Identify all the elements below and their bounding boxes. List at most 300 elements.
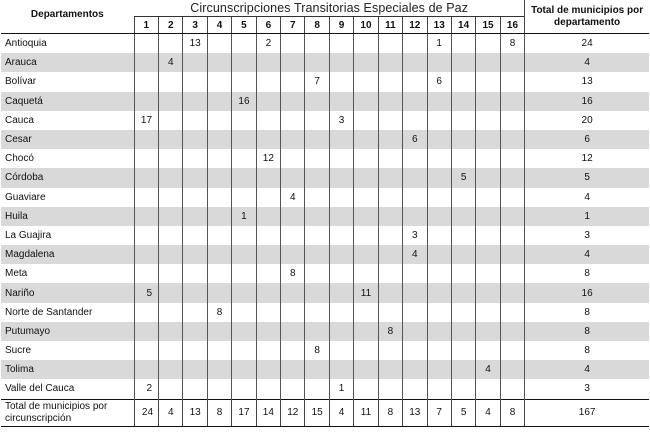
cell-circ-13	[427, 245, 451, 264]
cell-circ-7	[281, 379, 305, 399]
department-name: Bolívar	[5, 76, 37, 88]
cell-circ-12	[403, 360, 427, 379]
department-total: 16	[525, 92, 649, 111]
column-header-10: 10	[354, 17, 378, 34]
table-row	[1, 322, 649, 341]
cell-circ-2: 4	[159, 53, 183, 72]
cell-circ-9	[329, 130, 353, 149]
cell-circ-6	[256, 207, 280, 226]
cell-circ-7	[281, 111, 305, 130]
cell-circ-13	[427, 149, 451, 168]
cell-circ-7	[281, 303, 305, 322]
cell-circ-14	[451, 283, 475, 302]
department-name: Meta	[5, 268, 28, 280]
column-header-7: 7	[281, 17, 305, 34]
table-row	[1, 379, 649, 399]
cell-circ-3	[183, 264, 207, 283]
cell-circ-10	[354, 149, 378, 168]
cell-circ-13	[427, 188, 451, 207]
cell-circ-1	[134, 92, 158, 111]
department-total: 8	[525, 322, 649, 341]
department-total: 24	[525, 34, 649, 54]
cell-circ-5: 1	[232, 207, 256, 226]
cell-circ-1: 5	[134, 283, 158, 302]
cell-circ-10	[354, 379, 378, 399]
cell-circ-8	[305, 53, 329, 72]
cell-circ-12	[403, 72, 427, 91]
cell-circ-14	[451, 149, 475, 168]
cell-circ-7	[281, 92, 305, 111]
cell-circ-7	[281, 53, 305, 72]
cell-circ-11	[378, 111, 402, 130]
cell-circ-12	[403, 264, 427, 283]
cell-circ-1	[134, 207, 158, 226]
cell-circ-12	[403, 53, 427, 72]
department-name: Arauca	[1, 53, 134, 72]
table-footer	[1, 399, 649, 426]
cell-circ-2	[159, 360, 183, 379]
cell-circ-10: 11	[354, 283, 378, 302]
cell-circ-4	[207, 264, 231, 283]
cell-circ-11	[378, 283, 402, 302]
footer-row	[1, 399, 649, 426]
footer-total-circ-3: 13	[183, 399, 207, 426]
cell-circ-3	[183, 53, 207, 72]
cell-circ-9	[329, 341, 353, 360]
cell-circ-5	[232, 34, 256, 54]
cell-circ-12	[403, 92, 427, 111]
cell-circ-9	[329, 226, 353, 245]
cell-circ-13	[427, 207, 451, 226]
cell-circ-7: 4	[281, 188, 305, 207]
cell-circ-15	[476, 245, 500, 264]
footer-label	[1, 399, 134, 426]
cell-circ-15	[476, 264, 500, 283]
cell-circ-15	[476, 168, 500, 187]
cell-circ-16	[500, 207, 525, 226]
cell-circ-10	[354, 360, 378, 379]
cell-circ-3	[183, 188, 207, 207]
cell-circ-2	[159, 245, 183, 264]
cell-circ-4	[207, 168, 231, 187]
cell-circ-14	[451, 322, 475, 341]
cell-circ-10	[354, 168, 378, 187]
cell-circ-15	[476, 303, 500, 322]
cell-circ-16	[500, 130, 525, 149]
cell-circ-3	[183, 111, 207, 130]
department-total: 3	[525, 226, 649, 245]
department-name: Córdoba	[1, 168, 134, 187]
cell-circ-7	[281, 149, 305, 168]
department-name: Caquetá	[1, 92, 134, 111]
department-total: 1	[525, 207, 649, 226]
cell-circ-10	[354, 226, 378, 245]
department-total: 12	[525, 149, 649, 168]
footer-total-circ-12: 13	[403, 399, 427, 426]
cell-circ-2	[159, 168, 183, 187]
cell-circ-14	[451, 341, 475, 360]
department-total: 13	[525, 72, 649, 91]
cell-circ-13: 1	[427, 34, 451, 54]
department-name: Guaviare	[5, 191, 46, 203]
footer-total-circ-14: 5	[451, 399, 475, 426]
cell-circ-4	[207, 130, 231, 149]
cell-circ-16	[500, 111, 525, 130]
table-row	[1, 207, 649, 226]
cell-circ-8	[305, 149, 329, 168]
cell-circ-13	[427, 341, 451, 360]
footer-total-circ-1: 24	[134, 399, 158, 426]
column-header-6: 6	[256, 17, 280, 34]
cell-circ-12	[403, 379, 427, 399]
cell-circ-10	[354, 303, 378, 322]
table-header	[1, 0, 649, 34]
cell-circ-12	[403, 322, 427, 341]
cell-circ-9	[329, 168, 353, 187]
cell-circ-5	[232, 149, 256, 168]
table-row	[1, 53, 649, 72]
cell-circ-5: 16	[232, 92, 256, 111]
table-row	[1, 168, 649, 187]
cell-circ-8	[305, 130, 329, 149]
cell-circ-3	[183, 341, 207, 360]
cell-circ-9	[329, 245, 353, 264]
cell-circ-12: 6	[403, 130, 427, 149]
cell-circ-6	[256, 72, 280, 91]
cell-circ-16	[500, 168, 525, 187]
cell-circ-2	[159, 130, 183, 149]
department-name: Cauca	[5, 114, 34, 126]
cell-circ-13	[427, 283, 451, 302]
cell-circ-15	[476, 92, 500, 111]
table-row	[1, 149, 649, 168]
footer-total-circ-8: 15	[305, 399, 329, 426]
cell-circ-14	[451, 92, 475, 111]
department-name: La Guajira	[5, 229, 52, 241]
footer-total-circ-6: 14	[256, 399, 280, 426]
cell-circ-7	[281, 130, 305, 149]
cell-circ-4	[207, 34, 231, 54]
cell-circ-4	[207, 207, 231, 226]
table-row	[1, 283, 649, 302]
cell-circ-1	[134, 360, 158, 379]
cell-circ-1	[134, 53, 158, 72]
cell-circ-7	[281, 207, 305, 226]
cell-circ-11	[378, 207, 402, 226]
cell-circ-14	[451, 303, 475, 322]
cell-circ-12	[403, 341, 427, 360]
total-header-line2: departamento	[554, 16, 621, 28]
column-header-16: 16	[500, 17, 525, 34]
cell-circ-3	[183, 130, 207, 149]
cell-circ-3	[183, 379, 207, 399]
cell-circ-3	[183, 92, 207, 111]
cell-circ-16	[500, 72, 525, 91]
cell-circ-7	[281, 168, 305, 187]
cell-circ-1: 2	[134, 379, 158, 399]
department-name: Putumayo	[1, 322, 134, 341]
cell-circ-3: 13	[183, 34, 207, 54]
table-row	[1, 34, 649, 54]
footer-total-circ-11: 8	[378, 399, 402, 426]
cell-circ-2	[159, 111, 183, 130]
cell-circ-15	[476, 72, 500, 91]
cell-circ-8	[305, 207, 329, 226]
cell-circ-15: 4	[476, 360, 500, 379]
cell-circ-3	[183, 72, 207, 91]
cell-circ-11	[378, 303, 402, 322]
municipalities-table	[1, 0, 649, 427]
cell-circ-9	[329, 53, 353, 72]
cell-circ-6	[256, 264, 280, 283]
cell-circ-14	[451, 130, 475, 149]
cell-circ-2	[159, 207, 183, 226]
cell-circ-15	[476, 34, 500, 54]
cell-circ-1	[134, 130, 158, 149]
department-total: 4	[525, 188, 649, 207]
cell-circ-12	[403, 303, 427, 322]
cell-circ-16	[500, 303, 525, 322]
cell-circ-12	[403, 207, 427, 226]
cell-circ-9	[329, 188, 353, 207]
cell-circ-6: 12	[256, 149, 280, 168]
cell-circ-8	[305, 264, 329, 283]
cell-circ-13	[427, 111, 451, 130]
cell-circ-5	[232, 72, 256, 91]
cell-circ-9	[329, 34, 353, 54]
cell-circ-5	[232, 360, 256, 379]
footer-total-circ-16: 8	[500, 399, 525, 426]
cell-circ-1: 17	[134, 111, 158, 130]
cell-circ-4	[207, 188, 231, 207]
column-header-1: 1	[134, 17, 158, 34]
cell-circ-8	[305, 226, 329, 245]
cell-circ-16	[500, 283, 525, 302]
table-row	[1, 111, 649, 130]
cell-circ-14	[451, 72, 475, 91]
cell-circ-9	[329, 322, 353, 341]
cell-circ-12	[403, 168, 427, 187]
cell-circ-10	[354, 92, 378, 111]
cell-circ-4	[207, 379, 231, 399]
grand-total: 167	[525, 399, 649, 426]
cell-circ-3	[183, 226, 207, 245]
cell-circ-10	[354, 245, 378, 264]
department-name: Huila	[1, 207, 134, 226]
cell-circ-14	[451, 53, 475, 72]
cell-circ-7	[281, 72, 305, 91]
cell-circ-9	[329, 360, 353, 379]
cell-circ-1	[134, 188, 158, 207]
cell-circ-7	[281, 341, 305, 360]
footer-total-circ-15: 4	[476, 399, 500, 426]
cell-circ-9	[329, 92, 353, 111]
cell-circ-5	[232, 130, 256, 149]
cell-circ-1	[134, 168, 158, 187]
cell-circ-10	[354, 130, 378, 149]
cell-circ-8	[305, 283, 329, 302]
cell-circ-7	[281, 283, 305, 302]
cell-circ-13: 6	[427, 72, 451, 91]
cell-circ-7	[281, 245, 305, 264]
table-row	[1, 188, 649, 207]
cell-circ-14	[451, 34, 475, 54]
cell-circ-16	[500, 245, 525, 264]
total-header-line1: Total de municipios por	[531, 4, 644, 16]
cell-circ-3	[183, 360, 207, 379]
department-name: Norte de Santander	[5, 306, 93, 318]
cell-circ-15	[476, 188, 500, 207]
cell-circ-1	[134, 72, 158, 91]
cell-circ-8	[305, 111, 329, 130]
total-by-department-header	[525, 0, 649, 34]
cell-circ-9	[329, 207, 353, 226]
cell-circ-9	[329, 303, 353, 322]
cell-circ-9: 1	[329, 379, 353, 399]
cell-circ-10	[354, 188, 378, 207]
cell-circ-13	[427, 264, 451, 283]
cell-circ-7	[281, 34, 305, 54]
cell-circ-5	[232, 188, 256, 207]
cell-circ-16	[500, 264, 525, 283]
table-row	[1, 130, 649, 149]
cell-circ-2	[159, 303, 183, 322]
cell-circ-6	[256, 92, 280, 111]
cell-circ-11	[378, 379, 402, 399]
cell-circ-7	[281, 360, 305, 379]
cell-circ-6	[256, 283, 280, 302]
cell-circ-6	[256, 303, 280, 322]
cell-circ-2	[159, 226, 183, 245]
cell-circ-1	[134, 341, 158, 360]
cell-circ-15	[476, 379, 500, 399]
cell-circ-4	[207, 283, 231, 302]
table-row	[1, 226, 649, 245]
cell-circ-6	[256, 130, 280, 149]
cell-circ-13	[427, 130, 451, 149]
table-row	[1, 264, 649, 283]
cell-circ-14	[451, 245, 475, 264]
department-name: Sucre	[5, 345, 32, 357]
cell-circ-2	[159, 188, 183, 207]
department-name: Nariño	[1, 283, 134, 302]
cell-circ-3	[183, 168, 207, 187]
cell-circ-13	[427, 360, 451, 379]
cell-circ-10	[354, 341, 378, 360]
cell-circ-13	[427, 53, 451, 72]
cell-circ-9	[329, 283, 353, 302]
footer-total-circ-5: 17	[232, 399, 256, 426]
cell-circ-3	[183, 303, 207, 322]
cell-circ-1	[134, 303, 158, 322]
cell-circ-5	[232, 264, 256, 283]
cell-circ-15	[476, 341, 500, 360]
column-header-14: 14	[451, 17, 475, 34]
cell-circ-4	[207, 360, 231, 379]
cell-circ-3	[183, 322, 207, 341]
column-header-2: 2	[159, 17, 183, 34]
cell-circ-15	[476, 111, 500, 130]
cell-circ-16	[500, 379, 525, 399]
cell-circ-15	[476, 322, 500, 341]
cell-circ-14	[451, 111, 475, 130]
cell-circ-11	[378, 245, 402, 264]
column-header-4: 4	[207, 17, 231, 34]
department-total: 3	[525, 379, 649, 399]
cell-circ-8: 8	[305, 341, 329, 360]
cell-circ-12	[403, 149, 427, 168]
cell-circ-9	[329, 149, 353, 168]
cell-circ-8	[305, 322, 329, 341]
cell-circ-10	[354, 264, 378, 283]
cell-circ-5	[232, 245, 256, 264]
cell-circ-11	[378, 168, 402, 187]
cell-circ-8	[305, 188, 329, 207]
cell-circ-8	[305, 168, 329, 187]
cell-circ-14	[451, 207, 475, 226]
cell-circ-5	[232, 341, 256, 360]
cell-circ-2	[159, 34, 183, 54]
cell-circ-3	[183, 283, 207, 302]
cell-circ-1	[134, 264, 158, 283]
cell-circ-12: 4	[403, 245, 427, 264]
cell-circ-11	[378, 92, 402, 111]
cell-circ-11	[378, 188, 402, 207]
cell-circ-6	[256, 360, 280, 379]
cell-circ-2	[159, 283, 183, 302]
cell-circ-6	[256, 245, 280, 264]
department-total: 4	[525, 360, 649, 379]
column-header-5: 5	[232, 17, 256, 34]
cell-circ-6	[256, 226, 280, 245]
cell-circ-2	[159, 379, 183, 399]
table-row	[1, 341, 649, 360]
department-name: Cesar	[1, 130, 134, 149]
cell-circ-13	[427, 92, 451, 111]
department-total: 8	[525, 264, 649, 283]
footer-total-circ-13: 7	[427, 399, 451, 426]
cell-circ-5	[232, 168, 256, 187]
column-header-8: 8	[305, 17, 329, 34]
cell-circ-8	[305, 34, 329, 54]
cell-circ-16	[500, 188, 525, 207]
cell-circ-14	[451, 360, 475, 379]
cell-circ-4: 8	[207, 303, 231, 322]
footer-total-circ-4: 8	[207, 399, 231, 426]
cell-circ-6	[256, 322, 280, 341]
cell-circ-5	[232, 226, 256, 245]
table-row	[1, 360, 649, 379]
cell-circ-4	[207, 322, 231, 341]
cell-circ-15	[476, 53, 500, 72]
cell-circ-5	[232, 283, 256, 302]
cell-circ-6	[256, 188, 280, 207]
cell-circ-4	[207, 245, 231, 264]
cell-circ-16	[500, 341, 525, 360]
cell-circ-11	[378, 53, 402, 72]
cell-circ-4	[207, 226, 231, 245]
cell-circ-15	[476, 130, 500, 149]
cell-circ-11	[378, 34, 402, 54]
cell-circ-2	[159, 149, 183, 168]
footer-total-circ-7: 12	[281, 399, 305, 426]
department-name: Antioquia	[5, 38, 47, 50]
cell-circ-14	[451, 264, 475, 283]
cell-circ-5	[232, 379, 256, 399]
cell-circ-6	[256, 379, 280, 399]
cell-circ-7: 8	[281, 264, 305, 283]
cell-circ-8	[305, 245, 329, 264]
